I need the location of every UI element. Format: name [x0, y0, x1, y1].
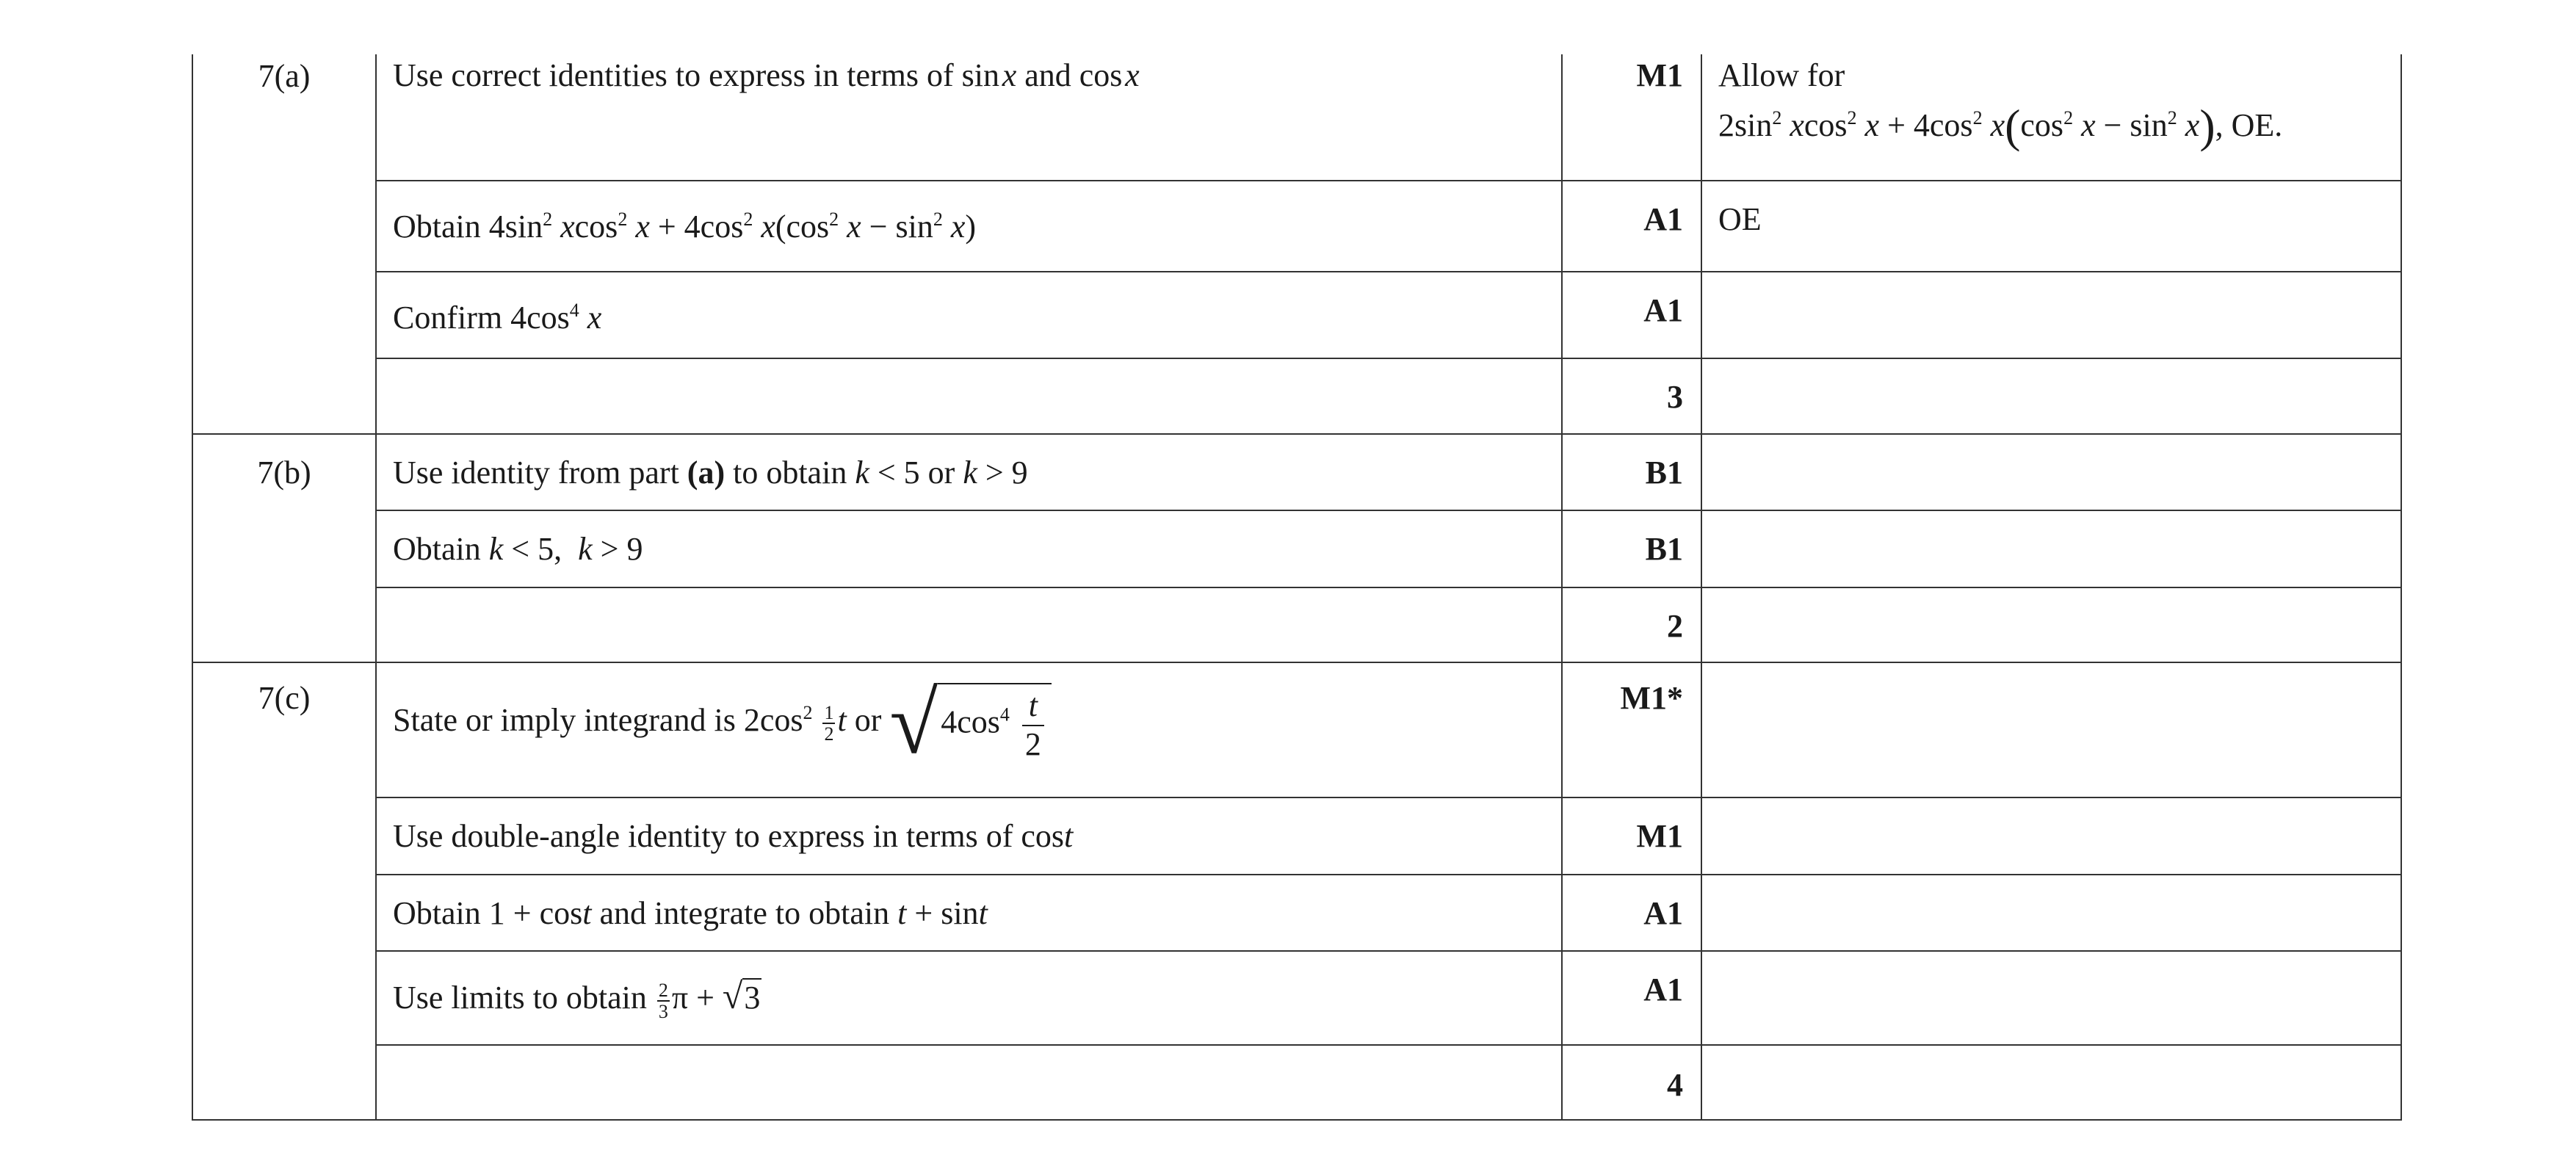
mark-total: 2 — [1562, 587, 1701, 662]
table-row — [192, 510, 2401, 587]
answer-cell — [376, 358, 1562, 434]
guidance-cell — [1701, 662, 2401, 797]
mark-cell: M1* — [1562, 662, 1701, 797]
answer-cell: Obtain $4\sin^2$ xcos$^2$ $x + 4\cos^2$ $x(\cos^2$ $x - \sin^2 x$) — [376, 181, 1562, 272]
mark-cell: A1 — [1562, 875, 1701, 951]
guidance-cell — [1701, 875, 2401, 951]
mark-total: 3 — [1562, 358, 1701, 434]
guidance-cell — [1701, 1045, 2401, 1120]
guidance-cell — [1701, 797, 2401, 875]
table-row — [192, 54, 2401, 181]
table-row — [192, 662, 2401, 797]
mark-scheme-table — [192, 54, 2402, 1121]
mark-cell: B1 — [1562, 434, 1701, 510]
answer-cell: Use double-angle identity to express in terms of cost — [376, 797, 1562, 875]
answer-cell: Use identity from part (a) to obtain k < 5 or k > 9 — [376, 434, 1562, 510]
table-row — [192, 951, 2401, 1045]
answer-cell: Obtain 1 + cost and integrate to obtain t + sint — [376, 875, 1562, 951]
question-number: 7(c) — [192, 662, 376, 1120]
table-row — [192, 587, 2401, 662]
answer-cell — [376, 587, 1562, 662]
guidance-cell — [1701, 587, 2401, 662]
guidance-cell: OE — [1701, 181, 2401, 272]
guidance-cell: Allow for $2\sin^2$ xcos$^2$ $x + 4\cos^2$ $x(\cos^2$ $x - \sin^2 x$), OE. — [1701, 54, 2401, 181]
guidance-cell — [1701, 951, 2401, 1045]
mark-cell: B1 — [1562, 510, 1701, 587]
answer-cell: Obtain k < 5, k > 9 — [376, 510, 1562, 587]
guidance-cell — [1701, 358, 2401, 434]
mark-cell: A1 — [1562, 951, 1701, 1045]
mark-cell: M1 — [1562, 797, 1701, 875]
table-row — [192, 272, 2401, 358]
question-number: 7(b) — [192, 434, 376, 662]
guidance-cell — [1701, 434, 2401, 510]
table-row — [192, 875, 2401, 951]
table-row — [192, 1045, 2401, 1120]
answer-cell: Confirm $4\cos^4$ x — [376, 272, 1562, 358]
table-row — [192, 181, 2401, 272]
mark-total: 4 — [1562, 1045, 1701, 1120]
table-row — [192, 358, 2401, 434]
question-number: 7(a) — [192, 54, 376, 434]
table-row — [192, 434, 2401, 510]
guidance-cell — [1701, 272, 2401, 358]
answer-cell: State or imply integrand is $2\cos^2$ $\frac{1}{2}$ t or $√4\cos^4$ $\frac{t}{2}$ — [376, 662, 1562, 797]
guidance-cell — [1701, 510, 2401, 587]
answer-cell: Use correct identities to express in terms of sin x and cos x — [376, 54, 1562, 181]
mark-cell: A1 — [1562, 272, 1701, 358]
mark-cell: A1 — [1562, 181, 1701, 272]
table-row — [192, 797, 2401, 875]
answer-cell: Use limits to obtain $\frac{2}{3}$ π + √3 — [376, 951, 1562, 1045]
mark-cell: M1 — [1562, 54, 1701, 181]
answer-cell — [376, 1045, 1562, 1120]
